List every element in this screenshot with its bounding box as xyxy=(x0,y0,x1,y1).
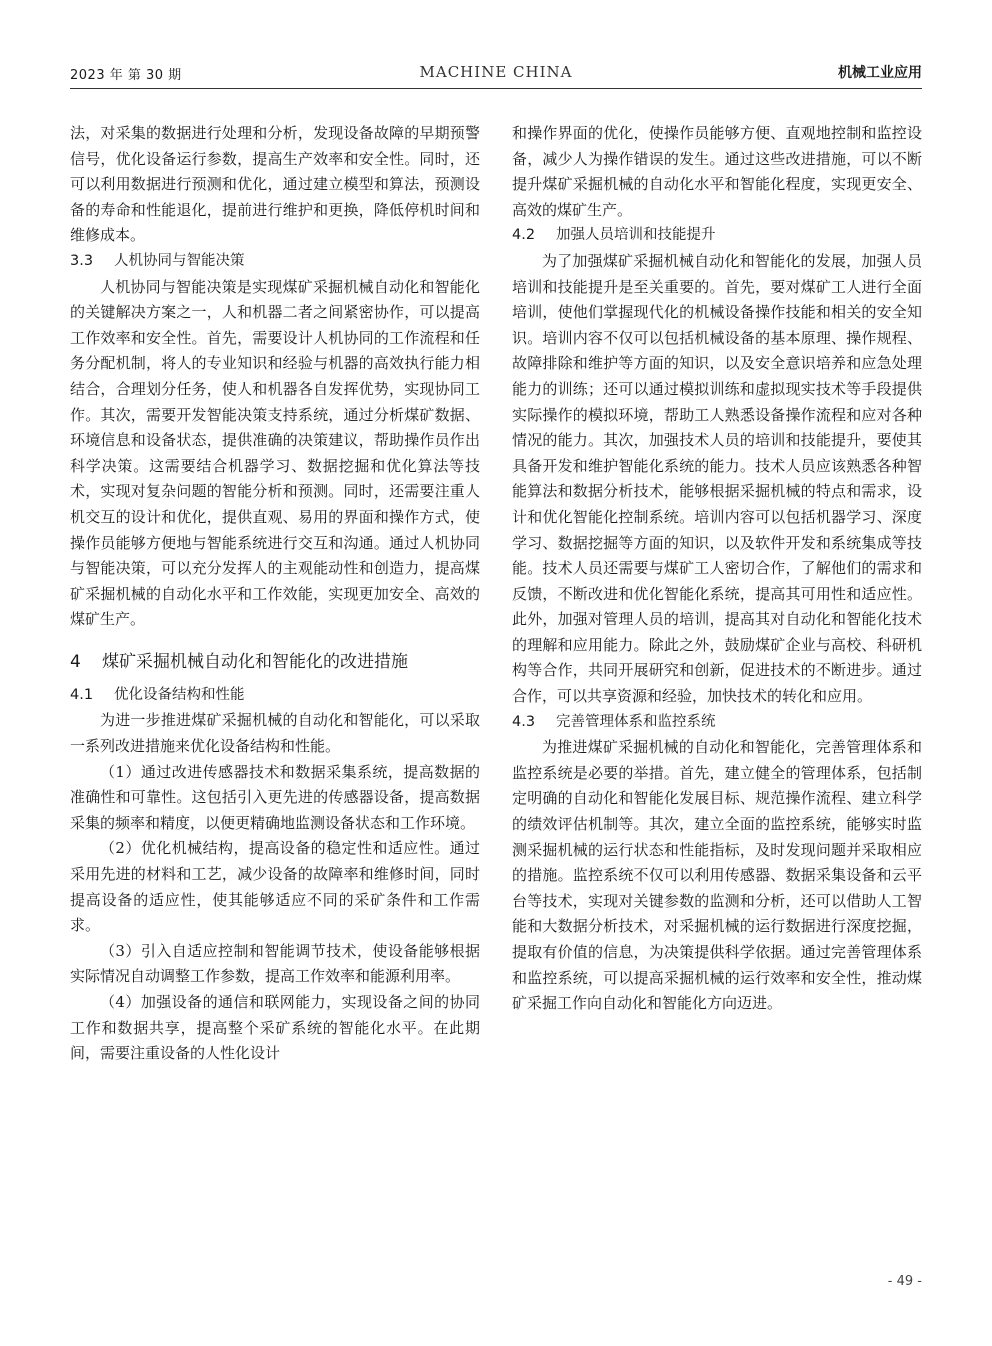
left-column xyxy=(70,121,480,1067)
paragraph: 为推进煤矿采掘机械的自动化和智能化，完善管理体系和监控系统是必要的举措。首先，建立健全的管理体系，包括制定明确的自动化和智能化发展目标、规范操作流程、建立科学的绩效评估机制等。其次，建立全面的监控系统，能够实时监测采掘机械的运行状态和性能指标，及时发现问题并采取相应的措施。监控系统不仅可以利用传感器、数据采集设备和云平台等技术，实现对关键参数的监测和分析，还可以借助人工智能和大数据分析技术，对采掘机械的运行数据进行深度挖掘，提取有价值的信息，为决策提供科学依据。通过完善管理体系和监控系统，可以提高采掘机械的运行效率和安全性，推动煤矿采掘工作向自动化和智能化方向迈进。 xyxy=(512,738,922,1013)
chapter-title: 煤矿采掘机械自动化和智能化的改进措施 xyxy=(102,651,408,672)
section-number: 4.3 xyxy=(512,713,536,730)
chapter-heading-4 xyxy=(70,647,480,677)
section-heading-4-3 xyxy=(512,710,922,736)
page-header xyxy=(70,58,922,89)
paragraph: （2）优化机械结构，提高设备的稳定性和适应性。通过采用先进的材料和工艺，减少设备的故障率和维修时间，同时提高设备的适应性，使其能够适应不同的采矿条件和工作需求。 xyxy=(70,839,480,935)
section-heading-3-3 xyxy=(70,249,480,275)
journal-name: MACHINE CHINA xyxy=(419,63,573,81)
chapter-number: 4 xyxy=(70,651,81,672)
section-label: 机械工业应用 xyxy=(838,65,922,81)
paragraph: （3）引入自适应控制和智能调节技术，使设备能够根据实际情况自动调整工作参数，提高工作效率和能源利用率。 xyxy=(70,941,480,986)
right-column xyxy=(512,121,922,1017)
paragraph: 人机协同与智能决策是实现煤矿采掘机械自动化和智能化的关键解决方案之一，人和机器二者之间紧密协作，可以提高工作效率和安全性。首先，需要设计人机协同的工作流程和任务分配机制，将人的专业知识和经验与机器的高效执行能力相结合，合理划分任务，使人和机器各自发挥优势，实现协同工作。其次，需要开发智能决策支持系统，通过分析煤矿数据、环境信息和设备状态，提供准确的决策建议，帮助操作员作出科学决策。这需要结合机器学习、数据挖掘和优化算法等技术，实现对复杂问题的智能分析和预测。同时，还需要注重人机交互的设计和优化，提供直观、易用的界面和操作方式，使操作员能够方便地与智能系统进行交互和沟通。通过人机协同与智能决策，可以充分发挥人的主观能动性和创造力，提高煤矿采掘机械的自动化水平和工作效能，实现更加安全、高效的煤矿生产。 xyxy=(70,277,480,629)
section-heading-4-1 xyxy=(70,683,480,709)
section-title: 优化设备结构和性能 xyxy=(114,686,245,703)
paragraph: （1）通过改进传感器技术和数据采集系统，提高数据的准确性和可靠性。这包括引入更先进的传感器设备，提高数据采集的频率和精度，以便更精确地监测设备状态和工作环境。 xyxy=(70,762,480,832)
paragraph-continued: 和操作界面的优化，使操作员能够方便、直观地控制和监控设备，减少人为操作错误的发生。通过这些改进措施，可以不断提升煤矿采掘机械的自动化水平和智能化程度，实现更安全、高效的煤矿生产。 xyxy=(512,124,922,219)
section-title: 人机协同与智能决策 xyxy=(114,252,245,269)
section-number: 4.1 xyxy=(70,686,94,703)
section-number: 3.3 xyxy=(70,252,94,269)
paragraph: （4）加强设备的通信和联网能力，实现设备之间的协同工作和数据共享，提高整个采矿系统的智能化水平。在此期间，需要注重设备的人性化设计 xyxy=(70,993,480,1063)
paragraph: 为了加强煤矿采掘机械自动化和智能化的发展，加强人员培训和技能提升是至关重要的。首先，要对煤矿工人进行全面培训，使他们掌握现代化的机械设备操作技能和相关的安全知识。培训内容不仅可以包括机械设备的基本原理、操作规程、故障排除和维护等方面的知识，以及安全意识培养和应急处理能力的训练；还可以通过模拟训练和虚拟现实技术等手段提供实际操作的模拟环境，帮助工人熟悉设备操作流程和应对各种情况的能力。其次，加强技术人员的培训和技能提升，要使其具备开发和维护智能化系统的能力。技术人员应该熟悉各种智能算法和数据分析技术，能够根据采掘机械的特点和需求，设计和优化智能化控制系统。培训内容可以包括机器学习、深度学习、数据挖掘等方面的知识，以及软件开发和系统集成等技能。技术人员还需要与煤矿工人密切合作，了解他们的需求和反馈，不断改进和优化智能化系统，提高其可用性和适应性。此外，加强对管理人员的培训，提高其对自动化和智能化技术的理解和应用能力。除此之外，鼓励煤矿企业与高校、科研机构等合作，共同开展研究和创新，促进技术的不断进步。通过合作，可以共享资源和经验，加快技术的转化和应用。 xyxy=(512,251,922,706)
section-title: 加强人员培训和技能提升 xyxy=(556,227,716,244)
paragraph: 为进一步推进煤矿采掘机械的自动化和智能化，可以采取一系列改进措施来优化设备结构和性能。 xyxy=(70,711,480,756)
section-number: 4.2 xyxy=(512,227,536,244)
section-title: 完善管理体系和监控系统 xyxy=(556,713,716,730)
paragraph-continued: 法，对采集的数据进行处理和分析，发现设备故障的早期预警信号，优化设备运行参数，提高生产效率和安全性。同时，还可以利用数据进行预测和优化，通过建立模型和算法，预测设备的寿命和性能退化，提前进行维护和更换，降低停机时间和维修成本。 xyxy=(70,124,480,245)
section-heading-4-2 xyxy=(512,223,922,249)
issue-label: 2023 年 第 30 期 xyxy=(70,68,182,83)
page-number: - 49 - xyxy=(887,1274,922,1289)
